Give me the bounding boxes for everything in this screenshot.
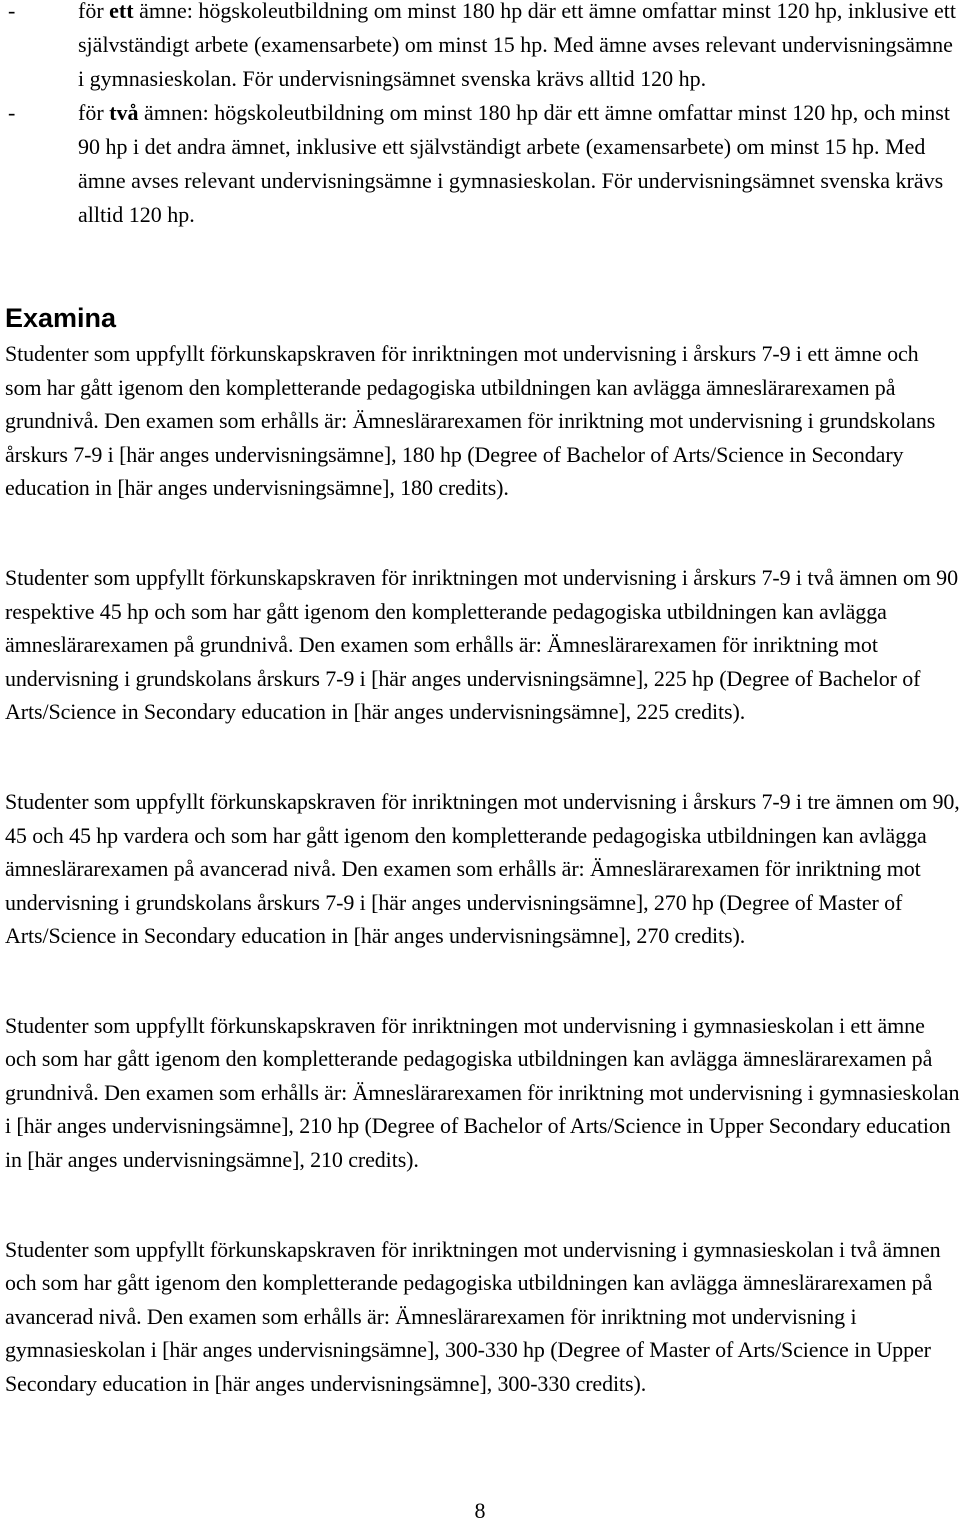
paragraph-grundskola-two-subjects: Studenter som uppfyllt förkunskapskraven för inriktningen mot undervisning i årskurs 7-9 i två ämnen om 90 respektive 45 hp och som har gått igenom den kompletterande pedagogiska utbildningen kan avlägga ämneslärarexamen på grundnivå. Den examen som erhålls är: Ämneslärarexamen för inriktning mot undervisning i grundskolans årskurs 7-9 i [här anges undervisningsämne], 225 hp (Degree of Bachelor of Arts/Science in Secondary education in [här anges undervisningsämne], 225 credits). bbox=[5, 565, 958, 725]
paragraph-gymnasieskola-two-subjects: Studenter som uppfyllt förkunskapskraven för inriktningen mot undervisning i gymnasieskolan i två ämnen och som har gått igenom den kompletterande pedagogiska utbildningen kan avlägga ämneslärarexamen på avancerad nivå. Den examen som erhålls är: Ämneslärarexamen för inriktning mot undervisning i gymnasieskolan i [här anges undervisningsämne], 300-330 hp (Degree of Master of Arts/Science in Upper Secondary education in [här anges undervisningsämne], 300-330 credits). bbox=[5, 1237, 941, 1396]
bullet-prefix: för bbox=[78, 100, 110, 125]
bullet-marker: - bbox=[8, 0, 16, 23]
bullet-list bbox=[0, 0, 960, 232]
paragraph-grundskola-one-subject: Studenter som uppfyllt förkunskapskraven för inriktningen mot undervisning i årskurs 7-9 i ett ämne och som har gått igenom den kompletterande pedagogiska utbildningen kan avlägga ämneslärarexamen på grundnivå. Den examen som erhålls är: Ämneslärarexamen för inriktning mot undervisning i grundskolans årskurs 7-9 i [här anges undervisningsämne], 180 hp (Degree of Bachelor of Arts/Science in Secondary education in [här anges undervisningsämne], 180 credits). bbox=[5, 341, 936, 501]
paragraph-gymnasieskola-one-subject: Studenter som uppfyllt förkunskapskraven för inriktningen mot undervisning i gymnasieskolan i ett ämne och som har gått igenom den kompletterande pedagogiska utbildningen kan avlägga ämneslärarexamen på grundnivå. Den examen som erhålls är: Ämneslärarexamen för inriktning mot undervisning i gymnasieskolan i [här anges undervisningsämne], 210 hp (Degree of Bachelor of Arts/Science in Upper Secondary education in [här anges undervisningsämne], 210 credits). bbox=[5, 1013, 960, 1172]
bullet-emphasis: ett bbox=[109, 0, 134, 23]
bullet-prefix: för bbox=[78, 0, 110, 23]
bullet-text: ämne: högskoleutbildning om minst 180 hp där ett ämne omfattar minst 120 hp, inklusive ett självständigt arbete (examensarbete) om minst 15 hp. Med ämne avses relevant undervisningsämne i gymnasieskolan. För undervisningsämnet svenska krävs alltid 120 hp. bbox=[78, 0, 957, 91]
page-number: 8 bbox=[474, 1498, 486, 1523]
bullet-item-two-subjects bbox=[0, 96, 960, 232]
section-heading: Examina bbox=[5, 303, 117, 333]
paragraph-grundskola-three-subjects: Studenter som uppfyllt förkunskapskraven för inriktningen mot undervisning i årskurs 7-9 i tre ämnen om 90, 45 och 45 hp vardera och som har gått igenom den kompletterande pedagogiska utbildningen kan avlägga ämneslärarexamen på avancerad nivå. Den examen som erhålls är: Ämneslärarexamen för inriktning mot undervisning i grundskolans årskurs 7-9 i [här anges undervisningsämne], 270 hp (Degree of Master of Arts/Science in Secondary education in [här anges undervisningsämne], 270 credits). bbox=[5, 789, 960, 949]
bullet-marker: - bbox=[8, 100, 16, 125]
bullet-emphasis: två bbox=[109, 100, 139, 125]
bullet-item-one-subject bbox=[0, 0, 960, 96]
bullet-text: ämnen: högskoleutbildning om minst 180 hp där ett ämne omfattar minst 120 hp, och minst 90 hp i det andra ämnet, inklusive ett självständigt arbete (examensarbete) om minst 15 hp. Med ämne avses relevant undervisningsämne i gymnasieskolan. För undervisningsämnet svenska krävs alltid 120 hp. bbox=[78, 100, 950, 227]
